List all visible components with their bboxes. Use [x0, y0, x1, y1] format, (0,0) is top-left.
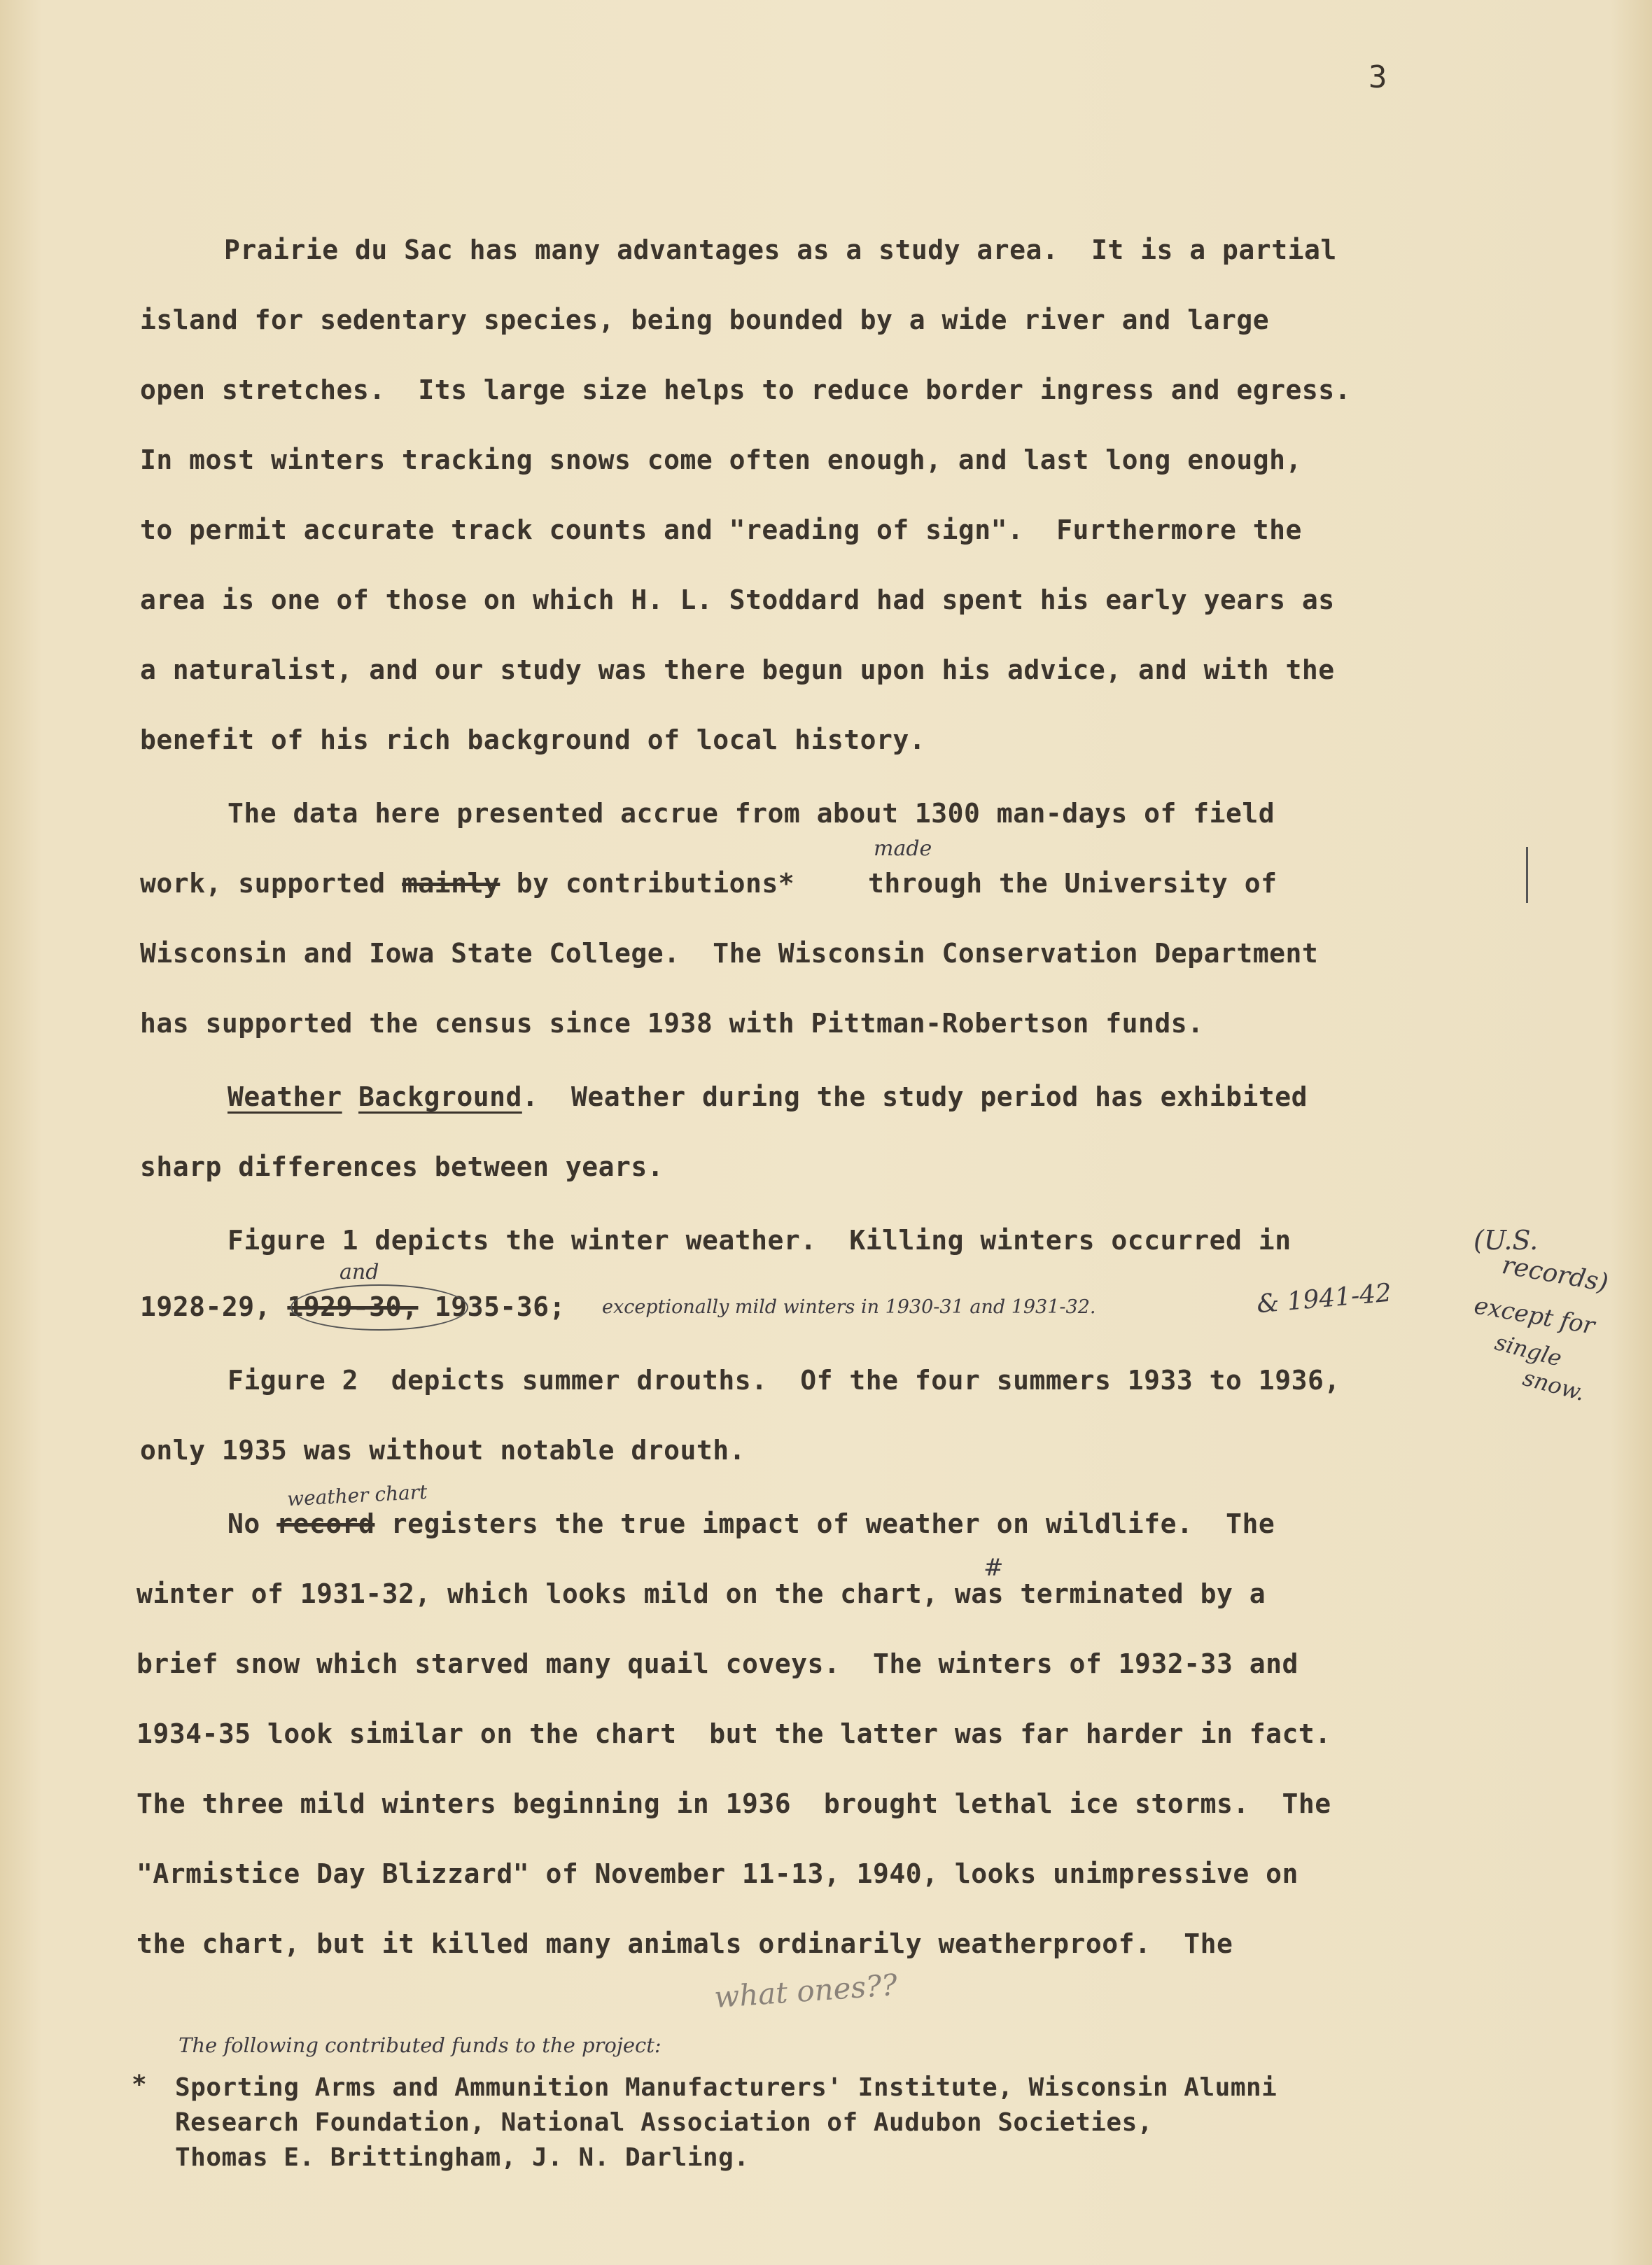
text-line: open stretches. Its large size helps to reduce border ingress and egress. — [140, 374, 1351, 405]
text-line: Figure 1 depicts the winter weather. Killing winters occurred in — [227, 1225, 1292, 1256]
section-heading: Background — [358, 1081, 522, 1112]
handwritten-insert: The following contributed funds to the project: — [178, 2033, 662, 2057]
text-line: Figure 2 depicts summer drouths. Of the four summers 1933 to 1936, — [227, 1365, 1340, 1396]
text-line: Prairie du Sac has many advantages as a study area. It is a partial — [224, 234, 1337, 265]
text-line: brief snow which starved many quail coveys. The winters of 1932-33 and — [136, 1648, 1298, 1679]
text-run: by contributions* — [500, 868, 795, 899]
margin-mark — [1526, 847, 1528, 903]
struck-word: mainly — [402, 868, 500, 899]
text-run: 1935-36; — [418, 1291, 566, 1322]
text-run: No — [227, 1508, 277, 1539]
handwritten-note: what ones?? — [713, 1967, 899, 2015]
struck-word: 1929-30, — [287, 1291, 419, 1322]
text-line: to permit accurate track counts and "reading of sign". Furthermore the — [140, 514, 1302, 545]
text-line: the chart, but it killed many animals ordinarily weatherproof. The — [136, 1928, 1233, 1959]
text-line: island for sedentary species, being bounded by a wide river and large — [140, 304, 1270, 335]
page-number: 3 — [1368, 59, 1387, 95]
text-line: In most winters tracking snows come often enough, and last long enough, — [140, 444, 1302, 475]
text-line: Wisconsin and Iowa State College. The Wisconsin Conservation Department — [140, 938, 1319, 969]
footnote-line: Research Foundation, National Association of Audubon Societies, — [175, 2108, 1153, 2137]
handwritten-insert: exceptionally mild winters in 1930-31 and 1931-32. — [602, 1296, 1096, 1318]
text-line: winter of 1931-32, which looks mild on the chart, was terminated by a — [136, 1578, 1266, 1609]
footnote-line: Thomas E. Brittingham, J. N. Darling. — [175, 2143, 750, 2172]
text-line — [227, 1508, 1275, 1539]
text-line: benefit of his rich background of local history. — [140, 724, 926, 755]
text-run: registers the true impact of weather on wildlife. The — [374, 1508, 1275, 1539]
handwritten-insert: # — [983, 1554, 1004, 1582]
text-line: a naturalist, and our study was there begun upon his advice, and with the — [140, 654, 1335, 685]
handwritten-insert: made — [874, 836, 932, 861]
handwritten-note: snow. — [1520, 1363, 1588, 1407]
text-run: . — [522, 1081, 539, 1112]
text-line: "Armistice Day Blizzard" of November 11-13, 1940, looks unimpressive on — [136, 1858, 1298, 1889]
handwritten-note: (U.S. — [1474, 1225, 1539, 1256]
text-run: Weather during the study period has exhibited — [538, 1081, 1308, 1112]
text-run: work, supported — [140, 868, 402, 899]
handwritten-note: single — [1492, 1328, 1565, 1372]
text-line: The three mild winters beginning in 1936 brought lethal ice storms. The — [136, 1788, 1331, 1819]
text-line — [227, 1081, 1308, 1112]
handwritten-insert: weather chart — [286, 1480, 428, 1511]
text-line — [140, 868, 794, 899]
footnote-line: Sporting Arms and Ammunition Manufacturers' Institute, Wisconsin Alumni — [175, 2073, 1278, 2102]
section-heading: Weather — [227, 1081, 342, 1112]
text-line: 1934-35 look similar on the chart but the latter was far harder in fact. — [136, 1718, 1331, 1749]
struck-word: record — [276, 1508, 375, 1539]
text-line: The data here presented accrue from about 1300 man-days of field — [227, 798, 1275, 829]
handwritten-insert: & 1941-42 — [1255, 1278, 1393, 1319]
footnote-marker: * — [132, 2070, 148, 2099]
text-line: has supported the census since 1938 with Pittman-Robertson funds. — [140, 1008, 1204, 1039]
text-line: only 1935 was without notable drouth. — [140, 1435, 746, 1466]
text-line: through the University of — [868, 868, 1278, 899]
text-run: 1928-29, — [140, 1291, 288, 1322]
handwritten-insert: and — [340, 1260, 379, 1284]
handwritten-note: records) — [1499, 1251, 1611, 1298]
handwritten-circle — [290, 1284, 468, 1331]
text-line: area is one of those on which H. L. Stoddard had spent his early years as — [140, 584, 1335, 615]
text-line: sharp differences between years. — [140, 1151, 664, 1182]
handwritten-note: except for — [1471, 1291, 1597, 1340]
